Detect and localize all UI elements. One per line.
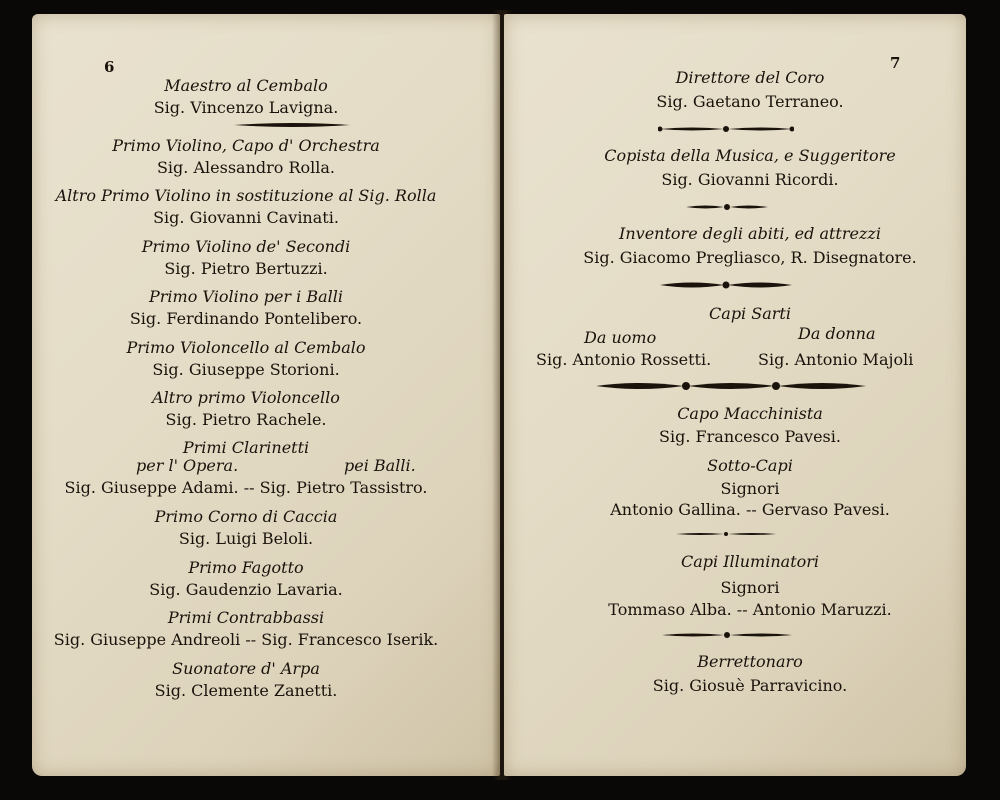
left-page-content (32, 14, 500, 776)
entry-title: Capo Macchinista (677, 404, 823, 423)
right-page-content (504, 14, 966, 776)
entry-name: Sig. Gaetano Terraneo. (656, 92, 844, 111)
entry-title: Maestro al Cembalo (164, 76, 328, 95)
entry-title: Direttore del Coro (675, 68, 825, 87)
ornamental-divider (658, 279, 794, 291)
entry-name: Tommaso Alba. -- Antonio Maruzzi. (608, 600, 892, 619)
page-number: 7 (890, 54, 901, 72)
entry-name-left: Sig. Antonio Rossetti. (536, 350, 712, 369)
entry-honorific: Signori (720, 479, 780, 498)
entry-name: Sig. Giacomo Pregliasco, R. Disegnatore. (583, 248, 917, 267)
entry-title: Altro primo Violoncello (152, 388, 340, 407)
entry-name: Sig. Giovanni Cavinati. (153, 208, 339, 227)
entry-name: Sig. Giovanni Ricordi. (661, 170, 839, 189)
entry-title: Altro Primo Violino in sostituzione al Sig. Rolla (55, 186, 437, 205)
entry-name: Sig. Giosuè Parravicino. (652, 676, 848, 695)
ornamental-divider (232, 120, 352, 130)
entry-name: Sig. Alessandro Rolla. (156, 158, 336, 177)
entry-name: Sig. Giuseppe Adami. -- Sig. Pietro Tassistro. (64, 478, 428, 497)
entry-name: Sig. Vincenzo Lavigna. (153, 98, 339, 117)
entry-name: Antonio Gallina. -- Gervaso Pavesi. (610, 500, 890, 519)
entry-name: Sig. Gaudenzio Lavaria. (149, 580, 343, 599)
ornamental-divider (674, 530, 778, 538)
right-page (504, 14, 966, 776)
entry-name: Sig. Giuseppe Andreoli -- Sig. Francesco Iserik. (53, 630, 439, 649)
entry-subheading-left: Da uomo (584, 328, 657, 347)
entry-title: Primo Violino de' Secondi (141, 237, 351, 256)
entry-title: Primi Clarinetti (182, 438, 310, 457)
entry-title: Berrettonaro (697, 652, 803, 671)
entry-title: Primo Violoncello al Cembalo (126, 338, 366, 357)
entry-title: Primo Violino per i Balli (149, 287, 343, 306)
entry-title: Primi Contrabbassi (167, 608, 325, 627)
entry-name: Sig. Luigi Beloli. (178, 529, 314, 548)
ornamental-divider (660, 630, 794, 640)
entry-name: Sig. Clemente Zanetti. (154, 681, 338, 700)
entry-title: Primo Fagotto (188, 558, 304, 577)
entry-subheading-right: Da donna (798, 324, 876, 343)
entry-title: Sotto-Capi (707, 456, 793, 475)
entry-honorific: Signori (720, 578, 780, 597)
ornamental-divider (658, 124, 794, 134)
entry-title: Copista della Musica, e Suggeritore (604, 146, 896, 165)
entry-name: Sig. Francesco Pavesi. (659, 427, 841, 446)
entry-name-right: Sig. Antonio Majoli (758, 350, 914, 369)
entry-name: Sig. Ferdinando Pontelibero. (129, 309, 363, 328)
entry-subheading-right: pei Balli. (344, 456, 416, 475)
entry-name: Sig. Pietro Rachele. (165, 410, 327, 429)
entry-title: Suonatore d' Arpa (172, 659, 320, 678)
entry-subheading-left: per l' Opera. (136, 456, 239, 475)
entry-title: Capi Illuminatori (680, 552, 820, 571)
entry-title: Primo Corno di Caccia (154, 507, 338, 526)
entry-name: Sig. Giuseppe Storioni. (152, 360, 340, 379)
ornamental-divider (594, 379, 868, 393)
entry-name: Sig. Pietro Bertuzzi. (164, 259, 328, 278)
entry-title: Capi Sarti (709, 304, 791, 323)
left-page (32, 14, 500, 776)
entry-title: Primo Violino, Capo d' Orchestra (112, 136, 380, 155)
ornamental-divider (684, 202, 770, 212)
page-number: 6 (104, 58, 115, 76)
entry-title: Inventore degli abiti, ed attrezzi (619, 224, 881, 243)
